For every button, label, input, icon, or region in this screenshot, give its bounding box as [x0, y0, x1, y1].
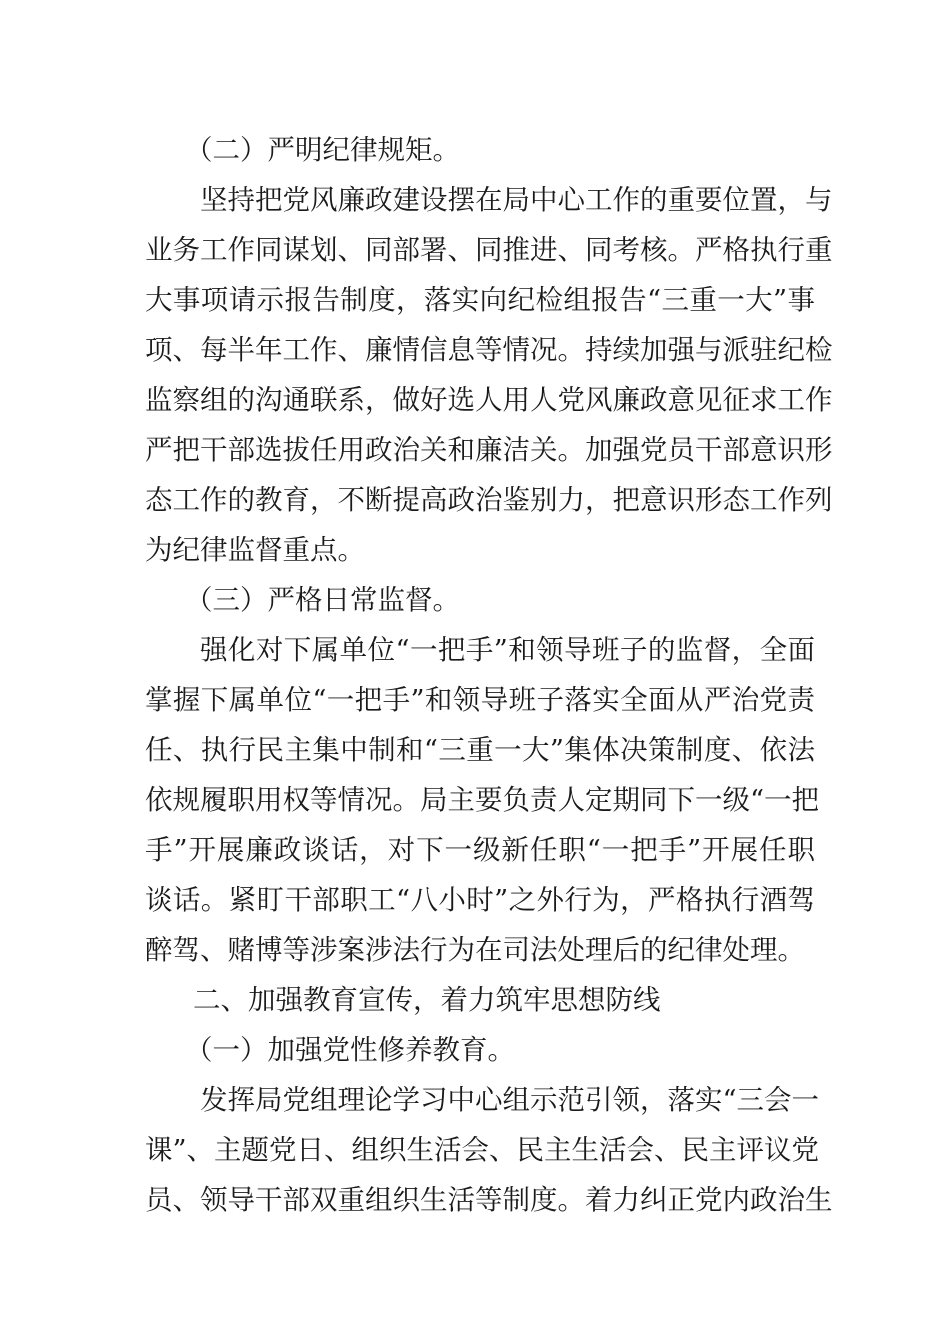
paragraph-line: 强化对下属单位“一把手”和领导班子的监督，全面: [200, 634, 815, 666]
paragraph-line: 严把干部选拔任用政治关和廉洁关。加强党员干部意识形: [145, 434, 833, 466]
paragraph-line: 掌握下属单位“一把手”和领导班子落实全面从严治党责: [145, 684, 815, 716]
paragraph-line: 监察组的沟通联系，做好选人用人党风廉政意见征求工作: [145, 384, 833, 416]
paragraph-line: 课”、主题党日、组织生活会、民主生活会、民主评议党: [145, 1134, 820, 1166]
paragraph-line: 员、领导干部双重组织生活等制度。着力纠正党内政治生: [145, 1184, 833, 1216]
paragraph-line: 谈话。紧盯干部职工“八小时”之外行为，严格执行酒驾: [145, 884, 815, 916]
paragraph-line: 坚持把党风廉政建设摆在局中心工作的重要位置，与: [200, 184, 833, 216]
section-heading: （一）加强党性修养教育。: [185, 1034, 515, 1066]
paragraph-line: 态工作的教育，不断提高政治鉴别力，把意识形态工作列: [145, 484, 833, 516]
paragraph-line: 项、每半年工作、廉情信息等情况。持续加强与派驻纪检: [145, 334, 833, 366]
paragraph-line: 任、执行民主集中制和“三重一大”集体决策制度、依法: [145, 734, 815, 766]
section-heading: （三）严格日常监督。: [185, 584, 460, 616]
paragraph-line: 大事项请示报告制度，落实向纪检组报告“三重一大”事: [145, 284, 815, 316]
paragraph-line: 发挥局党组理论学习中心组示范引领，落实“三会一: [200, 1084, 820, 1116]
paragraph-line: 业务工作同谋划、同部署、同推进、同考核。严格执行重: [145, 234, 833, 266]
paragraph-line: 醉驾、赌博等涉案涉法行为在司法处理后的纪律处理。: [145, 934, 805, 966]
paragraph-line: 依规履职用权等情况。局主要负责人定期同下一级“一把: [145, 784, 820, 816]
section-heading: （二）严明纪律规矩。: [185, 134, 460, 166]
chapter-heading: 二、加强教育宣传，着力筑牢思想防线: [193, 984, 661, 1016]
paragraph-line: 为纪律监督重点。: [145, 534, 365, 566]
paragraph-line: 手”开展廉政谈话，对下一级新任职“一把手”开展任职: [145, 834, 815, 866]
